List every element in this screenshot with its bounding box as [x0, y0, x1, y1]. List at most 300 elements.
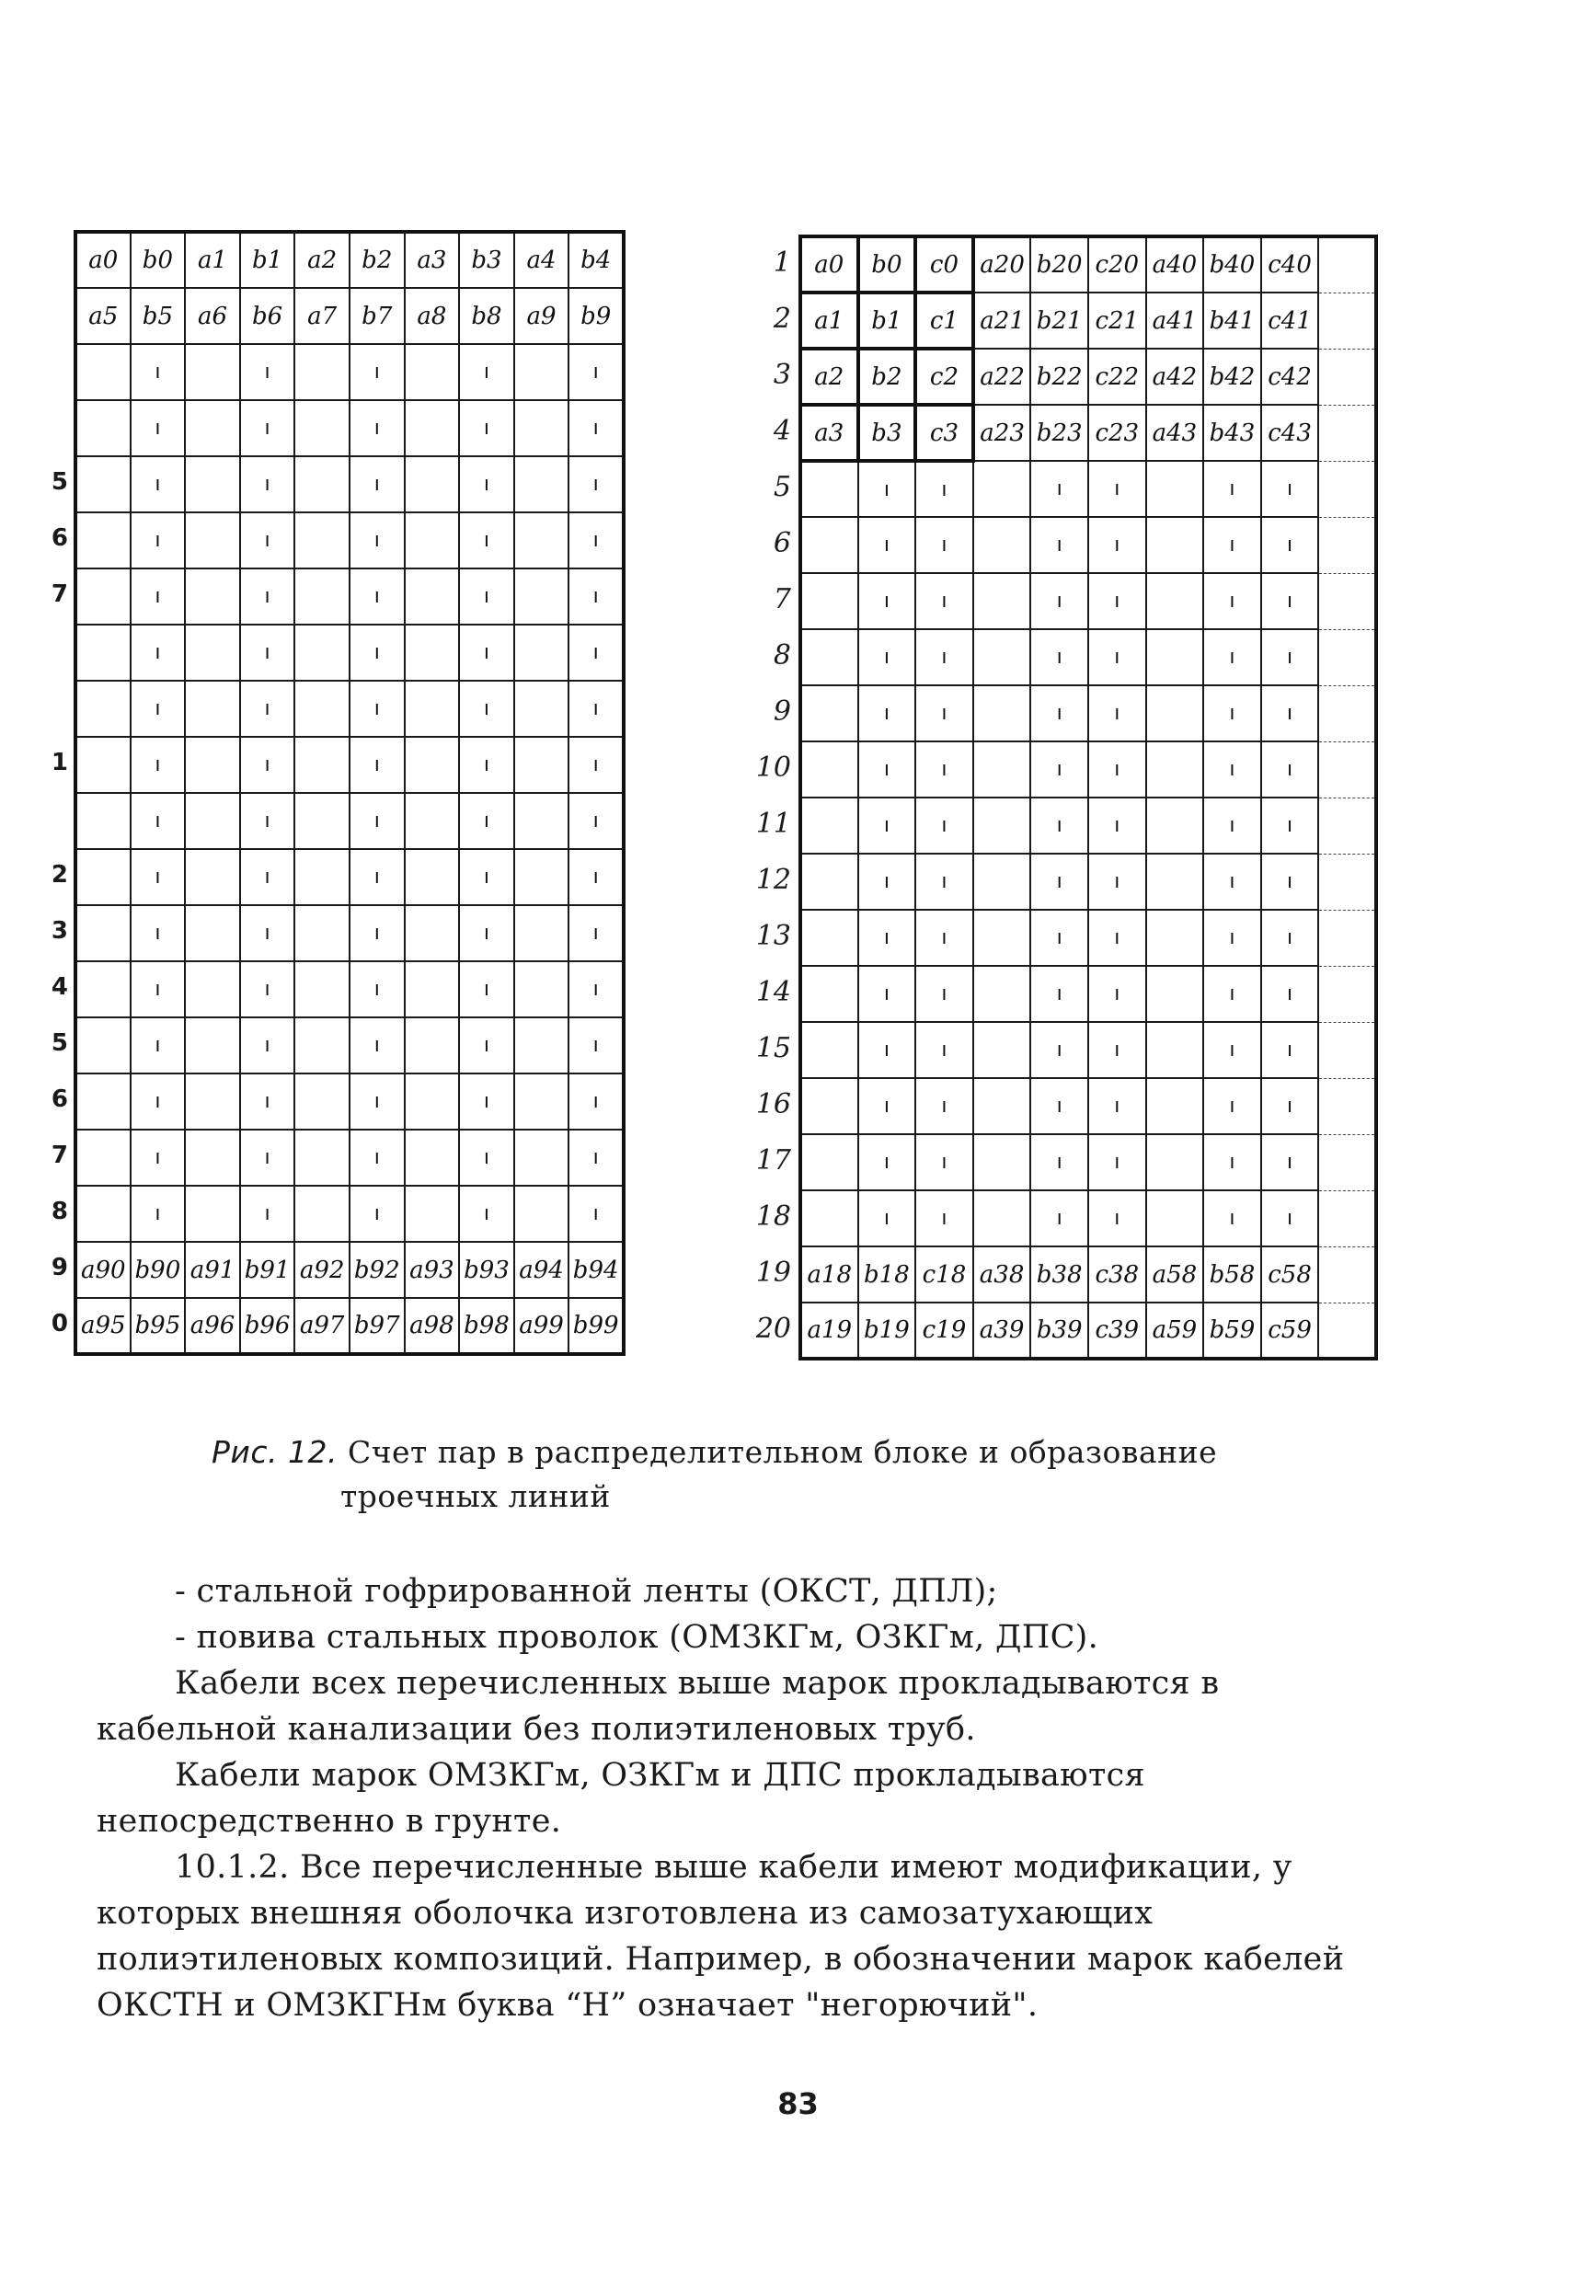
- grid-cell: [75, 1186, 131, 1242]
- grid-cell: ı: [915, 1134, 973, 1190]
- grid-cell: [294, 625, 350, 681]
- grid-cell: ı: [568, 344, 624, 400]
- grid-cell: [1146, 685, 1204, 741]
- grid-cell: ı: [1088, 629, 1146, 685]
- grid-cell: [800, 629, 858, 685]
- grid-cell: [973, 966, 1031, 1022]
- grid-cell: b20: [1030, 236, 1088, 293]
- grid-cell: a42: [1146, 349, 1204, 405]
- grid-cell: ı: [131, 512, 186, 568]
- grid-cell: ı: [1088, 741, 1146, 798]
- grid-cell: c22: [1088, 349, 1146, 405]
- grid-cell: ı: [131, 1017, 186, 1073]
- grid-cell: [973, 1022, 1031, 1078]
- grid-cell: ı: [1203, 1190, 1261, 1246]
- grid-cell: ı: [568, 400, 624, 456]
- grid-cell: ı: [1088, 798, 1146, 854]
- grid-cell: [800, 573, 858, 629]
- grid-row: [75, 905, 624, 961]
- grid-cell: [973, 1190, 1031, 1246]
- grid-cell: [973, 854, 1031, 910]
- grid-cell: [185, 1186, 240, 1242]
- row-number: 4: [773, 415, 791, 447]
- grid-cell: [294, 400, 350, 456]
- grid-cell: ı: [131, 1130, 186, 1186]
- grid-cell: b9: [568, 288, 624, 344]
- grid-cell: ı: [568, 1130, 624, 1186]
- grid-cell: ı: [568, 1017, 624, 1073]
- grid-row: [800, 349, 1376, 405]
- grid-cell: ı: [858, 910, 916, 966]
- grid-cell: ı: [858, 629, 916, 685]
- grid-cell: [1146, 1134, 1204, 1190]
- grid-row: [75, 232, 624, 288]
- row-number: 10: [755, 752, 791, 784]
- grid-cell: ı: [459, 905, 514, 961]
- grid-cell: ı: [1088, 573, 1146, 629]
- grid-cell: [800, 798, 858, 854]
- grid-row: [75, 456, 624, 512]
- grid-cell: [800, 1134, 858, 1190]
- grid-cell: [185, 1017, 240, 1073]
- grid-cell: [800, 741, 858, 798]
- grid-cell: b7: [350, 288, 405, 344]
- margin-mark: [37, 679, 68, 735]
- grid-cell: ı: [459, 1130, 514, 1186]
- grid-cell: ı: [1261, 1190, 1319, 1246]
- margin-mark: 5: [51, 1029, 68, 1057]
- grid-cell: c19: [915, 1303, 973, 1359]
- grid-cell: ı: [915, 966, 973, 1022]
- grid-row: [75, 1298, 624, 1354]
- figure-caption: [212, 1430, 1407, 1519]
- grid-cell: [1318, 1022, 1376, 1078]
- grid-cell: ı: [459, 625, 514, 681]
- grid-cell: ı: [1261, 461, 1319, 517]
- grid-cell: ı: [1203, 573, 1261, 629]
- grid-cell: [1318, 517, 1376, 573]
- grid-cell: [185, 400, 240, 456]
- grid-cell: c39: [1088, 1303, 1146, 1359]
- grid-cell: [405, 512, 460, 568]
- grid-cell: a99: [514, 1298, 569, 1354]
- grid-row: [75, 961, 624, 1017]
- grid-cell: ı: [240, 1130, 295, 1186]
- grid-cell: [294, 961, 350, 1017]
- grid-row: [800, 1022, 1376, 1078]
- grid-cell: [405, 344, 460, 400]
- grid-cell: b2: [350, 232, 405, 288]
- grid-row: [75, 400, 624, 456]
- grid-cell: ı: [240, 1073, 295, 1130]
- grid-cell: c59: [1261, 1303, 1319, 1359]
- grid-cell: [294, 1017, 350, 1073]
- grid-cell: [75, 625, 131, 681]
- row-number: 7: [773, 583, 791, 615]
- grid-cell: [75, 849, 131, 905]
- grid-cell: ı: [1030, 966, 1088, 1022]
- grid-cell: [294, 849, 350, 905]
- grid-cell: ı: [858, 966, 916, 1022]
- grid-cell: c2: [915, 349, 973, 405]
- grid-cell: [1146, 910, 1204, 966]
- grid-cell: ı: [350, 905, 405, 961]
- grid-cell: [514, 456, 569, 512]
- grid-cell: b97: [350, 1298, 405, 1354]
- grid-row: [800, 629, 1376, 685]
- margin-mark: [37, 398, 68, 454]
- grid-cell: ı: [1261, 573, 1319, 629]
- grid-cell: ı: [858, 741, 916, 798]
- grid-row: [800, 1190, 1376, 1246]
- grid-cell: b5: [131, 288, 186, 344]
- grid-cell: a58: [1146, 1246, 1204, 1303]
- grid-cell: b38: [1030, 1246, 1088, 1303]
- grid-cell: [1318, 910, 1376, 966]
- grid-cell: ı: [131, 849, 186, 905]
- grid-cell: ı: [240, 625, 295, 681]
- grid-cell: [514, 344, 569, 400]
- grid-cell: [514, 849, 569, 905]
- grid-cell: [1318, 405, 1376, 461]
- grid-cell: ı: [1261, 798, 1319, 854]
- grid-cell: ı: [858, 1134, 916, 1190]
- grid-cell: ı: [131, 344, 186, 400]
- grid-cell: [294, 905, 350, 961]
- grid-cell: [514, 568, 569, 625]
- grid-row: [800, 1134, 1376, 1190]
- grid-cell: c3: [915, 405, 973, 461]
- grid-cell: ı: [350, 961, 405, 1017]
- grid-cell: ı: [350, 793, 405, 849]
- grid-cell: [800, 910, 858, 966]
- grid-cell: ı: [240, 1017, 295, 1073]
- grid-cell: [1146, 517, 1204, 573]
- grid-cell: ı: [568, 1186, 624, 1242]
- grid-cell: b42: [1203, 349, 1261, 405]
- grid-cell: [294, 1130, 350, 1186]
- grid-cell: ı: [240, 961, 295, 1017]
- grid-cell: b92: [350, 1242, 405, 1298]
- row-number: 19: [755, 1257, 791, 1289]
- grid-cell: [1146, 1078, 1204, 1134]
- grid-cell: ı: [1261, 910, 1319, 966]
- grid-cell: ı: [1030, 741, 1088, 798]
- grid-cell: [405, 400, 460, 456]
- grid-cell: [1318, 349, 1376, 405]
- grid-cell: [514, 1073, 569, 1130]
- grid-cell: [185, 905, 240, 961]
- grid-cell: [75, 456, 131, 512]
- grid-cell: [75, 681, 131, 737]
- left-pair-grid: [74, 230, 626, 1356]
- grid-cell: ı: [459, 681, 514, 737]
- grid-cell: ı: [1261, 741, 1319, 798]
- grid-cell: a90: [75, 1242, 131, 1298]
- grid-cell: ı: [1088, 1134, 1146, 1190]
- grid-cell: c1: [915, 293, 973, 349]
- grid-cell: ı: [240, 568, 295, 625]
- grid-cell: [800, 1190, 858, 1246]
- grid-cell: ı: [350, 1130, 405, 1186]
- grid-cell: [294, 344, 350, 400]
- grid-cell: [294, 456, 350, 512]
- grid-cell: a2: [800, 349, 858, 405]
- row-number: 1: [773, 247, 791, 279]
- grid-cell: ı: [858, 573, 916, 629]
- grid-row: [800, 966, 1376, 1022]
- grid-cell: b95: [131, 1298, 186, 1354]
- grid-cell: a23: [973, 405, 1031, 461]
- grid-cell: ı: [131, 456, 186, 512]
- grid-cell: [294, 568, 350, 625]
- grid-cell: ı: [915, 741, 973, 798]
- grid-cell: [185, 512, 240, 568]
- grid-cell: [973, 1078, 1031, 1134]
- grid-cell: ı: [1261, 629, 1319, 685]
- margin-mark: 0: [51, 1310, 68, 1337]
- grid-cell: [294, 793, 350, 849]
- grid-cell: a8: [405, 288, 460, 344]
- grid-cell: ı: [240, 737, 295, 793]
- grid-cell: [1318, 741, 1376, 798]
- grid-cell: ı: [1261, 685, 1319, 741]
- margin-mark: 5: [51, 468, 68, 496]
- grid-cell: [514, 1186, 569, 1242]
- row-number: 12: [755, 864, 791, 896]
- grid-cell: a20: [973, 236, 1031, 293]
- grid-cell: ı: [858, 1190, 916, 1246]
- grid-cell: ı: [459, 737, 514, 793]
- grid-cell: [405, 1130, 460, 1186]
- margin-mark: 6: [51, 1085, 68, 1113]
- grid-cell: [405, 849, 460, 905]
- grid-cell: c18: [915, 1246, 973, 1303]
- grid-cell: ı: [131, 681, 186, 737]
- grid-cell: [75, 961, 131, 1017]
- grid-cell: [405, 568, 460, 625]
- grid-cell: ı: [131, 961, 186, 1017]
- grid-cell: b93: [459, 1242, 514, 1298]
- grid-cell: a18: [800, 1246, 858, 1303]
- grid-row: [75, 568, 624, 625]
- grid-cell: ı: [858, 854, 916, 910]
- grid-cell: ı: [240, 400, 295, 456]
- grid-cell: ı: [1261, 1022, 1319, 1078]
- grid-cell: ı: [1088, 1078, 1146, 1134]
- grid-cell: c41: [1261, 293, 1319, 349]
- grid-cell: [75, 905, 131, 961]
- grid-cell: b2: [858, 349, 916, 405]
- grid-cell: [75, 1073, 131, 1130]
- grid-cell: [185, 681, 240, 737]
- grid-cell: [294, 737, 350, 793]
- grid-cell: b19: [858, 1303, 916, 1359]
- row-number: 8: [773, 639, 791, 672]
- grid-cell: ı: [131, 625, 186, 681]
- row-number: 6: [773, 527, 791, 559]
- grid-cell: ı: [1203, 629, 1261, 685]
- grid-cell: ı: [459, 793, 514, 849]
- grid-cell: [514, 793, 569, 849]
- grid-row: [800, 517, 1376, 573]
- paragraph-modifications: 10.1.2. Все перечисленные выше кабели имеют модификации, у которых внешняя оболочка изготовлена из самозатухающих полиэтиленовых композиций. Например, в обозначении марок кабелей ОКСТН и ОМЗКГНм буква “Н” означает "негорючий".: [97, 1849, 1345, 2024]
- grid-cell: [973, 741, 1031, 798]
- grid-cell: [1318, 293, 1376, 349]
- grid-cell: ı: [1203, 854, 1261, 910]
- grid-cell: a21: [973, 293, 1031, 349]
- grid-cell: [973, 798, 1031, 854]
- grid-cell: ı: [1030, 798, 1088, 854]
- grid-cell: ı: [915, 629, 973, 685]
- grid-cell: ı: [568, 737, 624, 793]
- grid-cell: ı: [1203, 685, 1261, 741]
- grid-cell: ı: [915, 798, 973, 854]
- grid-row: [800, 293, 1376, 349]
- grid-cell: ı: [915, 1022, 973, 1078]
- grid-cell: ı: [858, 685, 916, 741]
- grid-cell: ı: [915, 461, 973, 517]
- row-number: 15: [755, 1032, 791, 1064]
- paragraph-ground-laying: Кабели марок ОМЗКГм, ОЗКГм и ДПС прокладываются непосредственно в грунте.: [97, 1757, 1145, 1840]
- grid-cell: a98: [405, 1298, 460, 1354]
- grid-cell: [800, 966, 858, 1022]
- grid-cell: ı: [1030, 517, 1088, 573]
- grid-cell: [1146, 798, 1204, 854]
- grid-cell: ı: [915, 573, 973, 629]
- caption-text-line1: Счет пар в распределительном блоке и образование: [347, 1434, 1218, 1470]
- paragraph-duct-laying: Кабели всех перечисленных выше марок прокладываются в кабельной канализации без полиэтиленовых труб.: [97, 1665, 1220, 1748]
- grid-cell: b98: [459, 1298, 514, 1354]
- grid-cell: ı: [1261, 1078, 1319, 1134]
- grid-cell: ı: [240, 681, 295, 737]
- grid-cell: ı: [568, 849, 624, 905]
- grid-row: [800, 1078, 1376, 1134]
- grid-cell: ı: [459, 512, 514, 568]
- grid-cell: ı: [1261, 966, 1319, 1022]
- grid-cell: ı: [568, 793, 624, 849]
- grid-cell: a4: [514, 232, 569, 288]
- grid-cell: [185, 793, 240, 849]
- grid-cell: ı: [240, 849, 295, 905]
- grid-cell: [514, 512, 569, 568]
- grid-cell: a6: [185, 288, 240, 344]
- grid-cell: [1318, 798, 1376, 854]
- grid-cell: [405, 1186, 460, 1242]
- grid-cell: [800, 685, 858, 741]
- grid-row: [800, 1246, 1376, 1303]
- grid-cell: ı: [350, 344, 405, 400]
- grid-cell: ı: [1030, 854, 1088, 910]
- grid-cell: ı: [858, 461, 916, 517]
- grid-cell: [1318, 1190, 1376, 1246]
- grid-cell: c20: [1088, 236, 1146, 293]
- grid-cell: [800, 1022, 858, 1078]
- grid-cell: c21: [1088, 293, 1146, 349]
- grid-cell: [1318, 629, 1376, 685]
- margin-mark: 1: [51, 749, 68, 776]
- grid-cell: ı: [459, 456, 514, 512]
- grid-cell: a1: [800, 293, 858, 349]
- grid-cell: c42: [1261, 349, 1319, 405]
- grid-cell: [185, 1073, 240, 1130]
- grid-cell: ı: [568, 456, 624, 512]
- margin-mark: 4: [51, 973, 68, 1001]
- row-number: 11: [755, 808, 791, 840]
- grid-cell: b59: [1203, 1303, 1261, 1359]
- grid-cell: b8: [459, 288, 514, 344]
- grid-cell: ı: [1261, 854, 1319, 910]
- grid-cell: [75, 568, 131, 625]
- grid-cell: ı: [350, 568, 405, 625]
- margin-mark: 8: [51, 1198, 68, 1225]
- grid-cell: ı: [459, 1073, 514, 1130]
- grid-cell: ı: [350, 681, 405, 737]
- margin-mark: 6: [51, 524, 68, 552]
- row-number: 18: [755, 1200, 791, 1233]
- grid-cell: [405, 1017, 460, 1073]
- grid-cell: ı: [1030, 685, 1088, 741]
- grid-cell: ı: [350, 400, 405, 456]
- margin-mark: 7: [51, 580, 68, 608]
- margin-mark: [37, 230, 68, 286]
- grid-cell: ı: [131, 568, 186, 625]
- grid-cell: [75, 344, 131, 400]
- grid-cell: ı: [915, 517, 973, 573]
- margin-mark: [37, 342, 68, 398]
- grid-cell: a95: [75, 1298, 131, 1354]
- grid-cell: [185, 849, 240, 905]
- grid-cell: [973, 517, 1031, 573]
- grid-row: [800, 741, 1376, 798]
- grid-row: [800, 685, 1376, 741]
- grid-cell: [800, 461, 858, 517]
- grid-row: [75, 849, 624, 905]
- grid-cell: ı: [915, 854, 973, 910]
- grid-row: [800, 854, 1376, 910]
- grid-cell: b4: [568, 232, 624, 288]
- grid-cell: [1146, 741, 1204, 798]
- grid-cell: a59: [1146, 1303, 1204, 1359]
- list-item-steel-wires: - повива стальных проволок (ОМЗКГм, ОЗКГм, ДПС).: [175, 1619, 1099, 1656]
- grid-cell: ı: [858, 517, 916, 573]
- grid-cell: a7: [294, 288, 350, 344]
- grid-cell: ı: [1088, 854, 1146, 910]
- grid-cell: ı: [1203, 461, 1261, 517]
- grid-row: [75, 1242, 624, 1298]
- grid-cell: ı: [1088, 1022, 1146, 1078]
- grid-cell: [405, 625, 460, 681]
- grid-cell: a19: [800, 1303, 858, 1359]
- grid-cell: a39: [973, 1303, 1031, 1359]
- grid-cell: a3: [405, 232, 460, 288]
- grid-cell: [800, 1078, 858, 1134]
- body-text: [97, 1568, 1371, 2028]
- grid-cell: [294, 1073, 350, 1130]
- grid-cell: ı: [1030, 1022, 1088, 1078]
- grid-row: [75, 793, 624, 849]
- grid-cell: ı: [459, 400, 514, 456]
- row-number: 17: [755, 1144, 791, 1177]
- grid-cell: ı: [350, 1017, 405, 1073]
- grid-cell: ı: [1088, 910, 1146, 966]
- grid-cell: [514, 681, 569, 737]
- grid-cell: [1146, 629, 1204, 685]
- grid-cell: a1: [185, 232, 240, 288]
- grid-cell: ı: [240, 456, 295, 512]
- grid-row: [75, 1073, 624, 1130]
- grid-cell: a0: [800, 236, 858, 293]
